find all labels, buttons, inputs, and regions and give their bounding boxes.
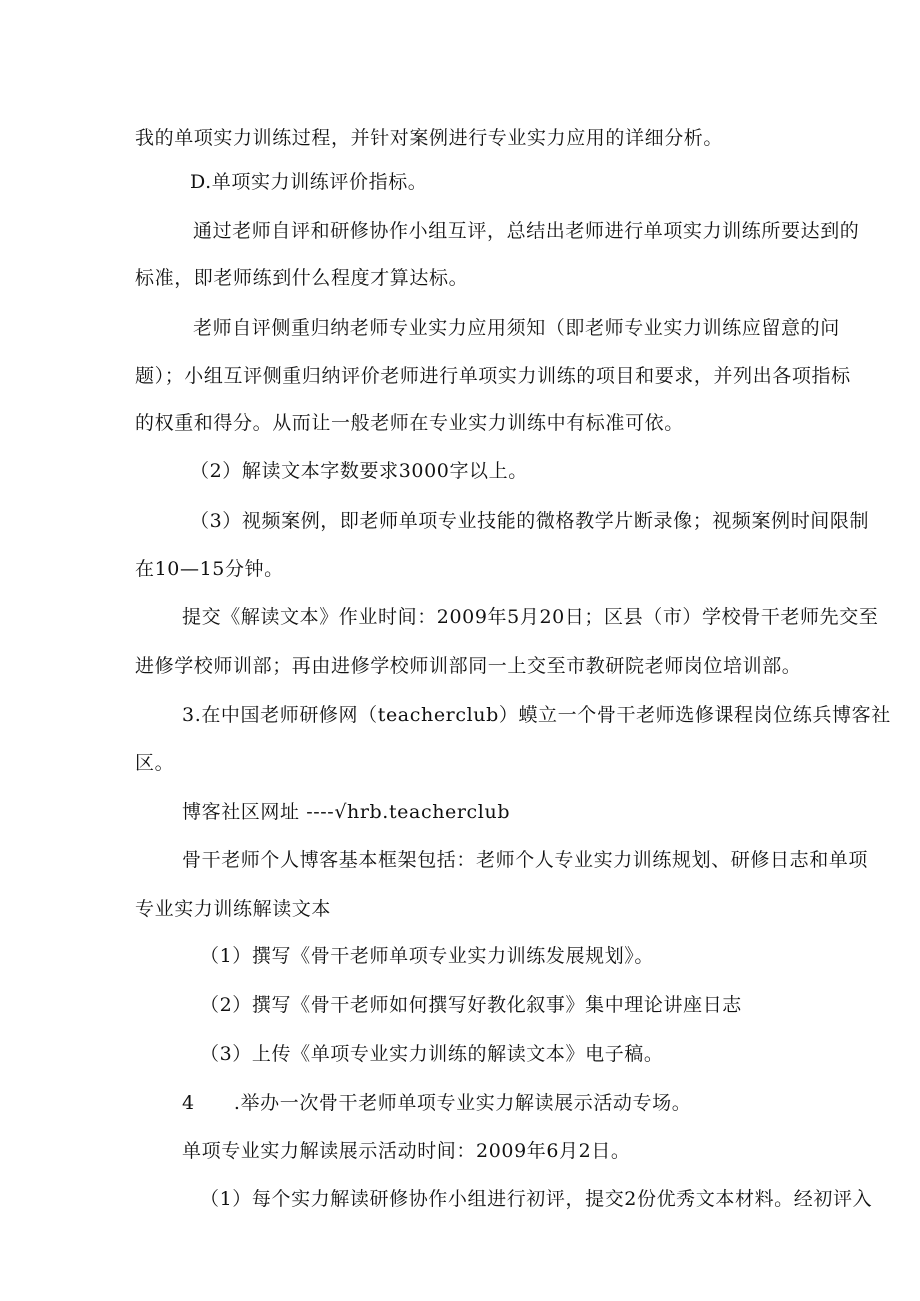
list-item: （2）撰写《骨干老师如何撰写好教化叙事》集中理论讲座日志 <box>200 994 742 1016</box>
blog-url-line: 博客社区网址 ----√hrb.teacherclub <box>182 801 511 823</box>
paragraph-line: 我的单项实力训练过程，并针对案例进行专业实力应用的详细分析。 <box>135 127 724 149</box>
section-heading-d: D.单项实力训练评价指标。 <box>190 171 428 193</box>
paragraph-line: 标准，即老师练到什么程度才算达标。 <box>135 267 469 289</box>
paragraph-line: 骨干老师个人博客基本框架包括：老师个人专业实力训练规划、研修日志和单项 <box>182 849 869 871</box>
paragraph-line: 通过老师自评和研修协作小组互评，总结出老师进行单项实力训练所要达到的 <box>193 220 860 242</box>
paragraph-line: 题）；小组互评侧重归纳评价老师进行单项实力训练的项目和要求，并列出各项指标 <box>135 365 851 387</box>
list-item: （1）每个实力解读研修协作小组进行初评，提交2份优秀文本材料。经初评入 <box>200 1188 873 1210</box>
paragraph-line: 老师自评侧重归纳老师专业实力应用须知（即老师专业实力训练应留意的问 <box>193 317 840 339</box>
paragraph-line: 单项专业实力解读展示活动时间：2009年6月2日。 <box>182 1140 631 1162</box>
paragraph-line: 区。 <box>135 752 175 774</box>
list-item: （3）视频案例，即老师单项专业技能的微格教学片断录像；视频案例时间限制 <box>190 510 870 532</box>
list-item: （3）上传《单项专业实力训练的解读文本》电子稿。 <box>200 1043 664 1065</box>
numbered-item: 3.在中国老师研修网（teacherclub）蟆立一个骨干老师选修课程岗位练兵博客社 <box>182 704 891 726</box>
paragraph-line: 专业实力训练解读文本 <box>135 898 332 920</box>
paragraph-line: 进修学校师训部；再由进修学校师训部同一上交至市教研院老师岗位培训部。 <box>135 655 802 677</box>
paragraph-line: 的权重和得分。从而让一般老师在专业实力训练中有标准可依。 <box>135 412 684 434</box>
list-item: （2）解读文本字数要求3000字以上。 <box>190 460 528 482</box>
paragraph-line: 在10—15分钟。 <box>135 558 284 580</box>
paragraph-line: 提交《解读文本》作业时间：2009年5月20日；区县（市）学校骨干老师先交至 <box>182 606 879 628</box>
numbered-item: 4 .举办一次骨干老师单项专业实力解读展示活动专场。 <box>182 1092 692 1114</box>
list-item: （1）撰写《骨干老师单项专业实力训练发展规划》。 <box>200 945 654 967</box>
